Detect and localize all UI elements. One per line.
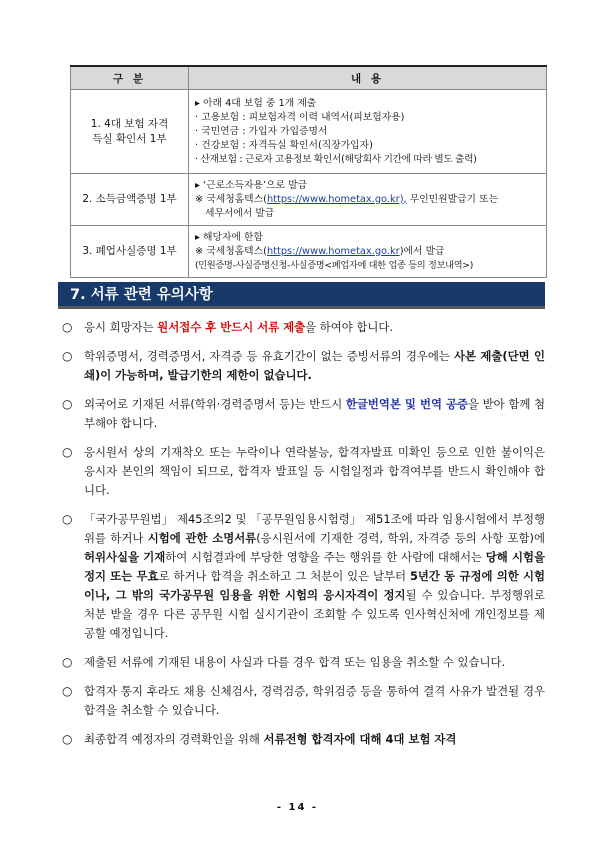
emphasis-text: 서류전형 합격자에 대해 4대 보험 자격: [263, 732, 457, 746]
emphasis-text: 원서접수 후 반드시 서류 제출: [157, 320, 306, 334]
note-item: [60, 318, 545, 337]
circle-bullet-icon: ○: [62, 445, 73, 459]
doc-name-cell: [71, 226, 189, 278]
documents-table: [70, 65, 547, 278]
content-line: · 건강보험 : 자격득실 확인서(직장가입자): [195, 139, 373, 151]
doc-name-cell: [71, 174, 189, 226]
doc-name-line: 1. 4대 보험 자격: [90, 117, 169, 130]
content-line: [193, 193, 542, 207]
content-line: · 고용보험 : 피보험자격 이력 내역서(피보험자용): [195, 111, 405, 123]
note-item: [60, 510, 545, 643]
content-text: ※ 국세청홈텍스(: [195, 193, 267, 205]
circle-bullet-icon: ○: [62, 349, 73, 363]
circle-bullet-icon: ○: [62, 684, 73, 698]
emphasis-text: 허위사실을 기재: [84, 550, 166, 564]
note-text: (응시원서에 기재한 경력, 학위, 자격증 등의 사항 포함)에: [256, 531, 545, 545]
hometax-link[interactable]: https://www.hometax.go.kr),: [266, 193, 407, 205]
note-text: 로 하거나 합격을 취소하고 그 처분이 있은 날부터: [158, 569, 410, 583]
note-text: 「국가공무원법」 제45조의2 및 「공무원임용시험령」 제51조에 따라 임용시험에서 부정행위를 하거나: [84, 512, 545, 545]
doc-name-cell: [71, 90, 189, 174]
note-text: 될 수 있습니다. 부정행위로 처분 받을 경우 다른 공무원 시험 실시기관이 조회할 수 있도록 인사혁신처에 개인정보를 제공할 예정입니다.: [84, 588, 545, 640]
circle-bullet-icon: ○: [62, 655, 73, 669]
content-line: ▸ ‘근로소득자용’으로 발급: [195, 179, 308, 191]
note-text: 응시 희망자는: [84, 320, 158, 334]
hometax-link[interactable]: https://www.hometax.go.kr: [266, 245, 400, 257]
emphasis-text: 5년간 동 규정에 의한 시험이나, 그 밖의 국가공무원 임용을 위한 시험의 응시자격이 정지: [84, 569, 545, 602]
content-line: · 산재보험 : 근로자 고용정보 확인서(해당회사 기간에 따라 별도 출력): [195, 153, 477, 165]
note-text: 제출된 서류에 기재된 내용이 사실과 다를 경우 합격 또는 임용을 취소할 수 있습니다.: [84, 655, 506, 669]
note-text: 을 하여야 합니다.: [305, 320, 394, 334]
content-line: ▸ 아래 4대 보험 중 1개 제출: [195, 97, 317, 109]
header-category: 구 분: [71, 66, 189, 90]
content-line: 세무서에서 발급: [205, 207, 275, 219]
emphasis-text: 한글번역본 및 번역 공증: [345, 397, 468, 411]
header-content: 내 용: [189, 66, 547, 90]
note-text: 외국어로 기재된 서류(학위·경력증명서 등)는 반드시: [84, 397, 346, 411]
doc-name-line: 득실 확인서 1부: [92, 132, 167, 145]
note-item: [60, 653, 545, 672]
circle-bullet-icon: ○: [62, 732, 73, 746]
content-line: (민원증명-사실증명신청-사실증명<폐업자에 대한 업종 등의 정보내역>): [195, 259, 473, 271]
emphasis-text: 사본 제출(단면 인쇄)이 가능하며, 발급기한의 제한이 없습니다.: [84, 349, 546, 382]
content-line: · 국민연금 : 가입자 가입증명서: [195, 125, 328, 137]
content-text: )에서 발급: [399, 245, 445, 257]
circle-bullet-icon: ○: [62, 512, 73, 526]
circle-bullet-icon: ○: [62, 397, 73, 411]
note-item: [60, 443, 545, 500]
content-line: [193, 245, 542, 259]
notes-list: [60, 318, 545, 759]
note-text: 최종합격 예정자의 경력확인을 위해: [84, 732, 264, 746]
doc-content-cell: [189, 90, 547, 174]
emphasis-text: 시험에 관한 소명서류: [147, 531, 257, 545]
section-heading: 7. 서류 관련 유의사항: [58, 282, 545, 309]
note-item: [60, 730, 545, 749]
doc-name-line: 2. 소득금액증명 1부: [82, 193, 177, 205]
note-text: 하여 시험결과에 부당한 영향을 주는 행위를 한 사람에 대해서는: [165, 550, 486, 564]
note-item: [60, 682, 545, 720]
content-text: 무인민원발급기 또는: [406, 193, 499, 205]
note-item: [60, 395, 545, 433]
doc-content-cell: [189, 226, 547, 278]
content-text: ※ 국세청홈텍스(: [195, 245, 267, 257]
note-item: [60, 347, 545, 385]
note-text: 응시원서 상의 기재착오 또는 누락이나 연락불능, 합격자발표 미확인 등으로 인한 불이익은 응시자 본인의 책임이 되므로, 합격자 발표일 등 시험일정과 합격여부를 반드시 확인해야 합니다.: [84, 445, 545, 497]
table-header-row: [71, 66, 547, 90]
doc-name-line: 3. 폐업사실증명 1부: [82, 245, 177, 257]
circle-bullet-icon: ○: [62, 320, 73, 334]
note-text: 합격자 통지 후라도 채용 신체검사, 경력검증, 학위검증 등을 통하여 결격 사유가 발견될 경우 합격을 취소할 수 있습니다.: [84, 684, 545, 717]
note-text: 학위증명서, 경력증명서, 자격증 등 유효기간이 없는 증빙서류의 경우에는: [84, 349, 454, 363]
page-number: - 14 -: [276, 802, 319, 813]
doc-content-cell: [189, 174, 547, 226]
note-text: 을 받아 함께 첨부해야 합니다.: [84, 397, 545, 430]
emphasis-text: 당해 시험을 정지 또는 무효: [84, 550, 545, 583]
table-row: [71, 226, 547, 278]
content-line: ▸ 해당자에 한함: [195, 231, 263, 243]
table-row: [71, 90, 547, 174]
table-row: [71, 174, 547, 226]
